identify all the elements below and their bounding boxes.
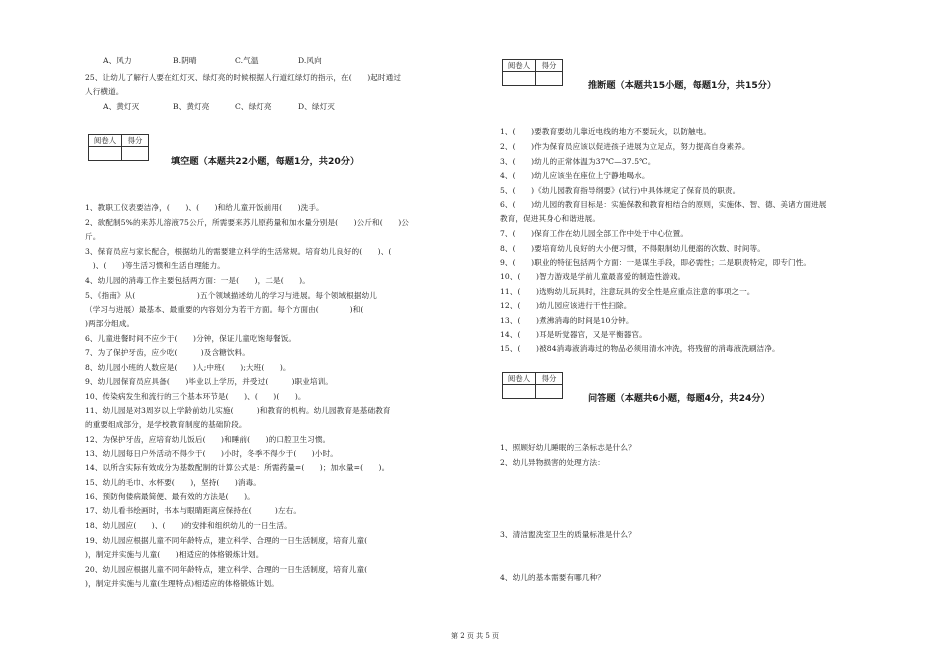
score-cell[interactable] <box>122 147 149 161</box>
q25-option-c: C、绿灯亮 <box>235 102 272 111</box>
fill-line: 2、欲配制5%的来苏儿溶液75公斤，所需要来苏儿原药量和加水量分别是( )公斤和( )公 <box>85 218 409 227</box>
fill-line: 16、预防佝偻病最简便、最有效的方法是( )。 <box>85 492 255 501</box>
fill-line: 12、为保护牙齿，应培育幼儿饭后( )和睡前( )的口腔卫生习惯。 <box>85 435 331 444</box>
page-number: 第 2 页 共 5 页 <box>450 632 500 640</box>
judge-line: 9、( )职业的特征包括两个方面：一是谋生手段，即必需性；二是职责特定，即专门性。 <box>500 258 812 267</box>
reviewer-label: 阅卷人 <box>89 135 122 147</box>
fill-line: 9、幼儿园保育员应具备( )毕业以上学历，并受过( )职业培训。 <box>85 377 333 386</box>
judge-line: 11、( )选购幼儿玩具时，注意玩具的安全性是应重点注意的事项之一。 <box>500 287 755 296</box>
judge-section-title: 推断题（本题共15小题，每题1分，共15分） <box>588 80 777 91</box>
fill-line: 4、幼儿园的消毒工作主要包括两方面：一是( )，二是( )。 <box>85 276 310 285</box>
fill-line: 18、幼儿园应( )、( )的安排和组织幼儿的一日生活。 <box>85 521 292 530</box>
reviewer-label: 阅卷人 <box>503 60 536 72</box>
qa-question: 1、照顾好幼儿睡眠的三条标志是什么？ <box>500 443 636 452</box>
fill-line: 斤。 <box>85 232 101 241</box>
q25-option-b: B、黄灯亮 <box>173 102 210 111</box>
score-label: 得分 <box>536 373 563 385</box>
fill-line: 15、幼儿的毛巾、水杯要( )，坚持( )消毒。 <box>85 478 261 487</box>
fill-section-title: 填空题（本题共22小题，每题1分，共20分） <box>171 156 360 167</box>
reviewer-cell[interactable] <box>89 147 122 161</box>
fill-line: 19、幼儿园应根据儿童不同年龄特点，建立科学、合理的一日生活制度，培育儿童( <box>85 536 368 545</box>
judge-line: 4、( )幼儿应该坐在座位上宁静地喝水。 <box>500 171 650 180</box>
judge-line: 14、( )耳是听觉器官，又是平衡器官。 <box>500 330 647 339</box>
judge-line: 10、( )智力游戏是学前儿童最喜爱的制造性游戏。 <box>500 272 686 281</box>
fill-line: 10、传染病发生和流行的三个基本环节是( )、( )( )。 <box>85 392 306 401</box>
fill-line: 13、幼儿园每日户外活动不得少于( )小时，冬季不得少于( )小时。 <box>85 449 338 458</box>
fill-line: 17、幼儿看书绘画时，书本与眼睛距离应保持在( )左右。 <box>85 506 302 515</box>
score-cell[interactable] <box>536 72 563 86</box>
judge-line: 7、( )保育工作在幼儿园全部工作中处于中心位置。 <box>500 229 689 238</box>
fill-score-box <box>88 134 149 161</box>
fill-line: 6、儿童进餐时间不应少于( )分钟，保证儿童吃饱每餐饭。 <box>85 334 297 343</box>
q25-line-1: 25、让幼儿了解行人要在红灯灭、绿灯亮的时候根据人行道红绿灯的指示，在( )起时通过 <box>85 73 402 82</box>
q24-option-c: C.气温 <box>235 56 259 65</box>
fill-line: 14、以所含实际有效成分为基数配制的计算公式是：所需药量=( )；加水量=( )。 <box>85 463 390 472</box>
judge-line: 13、( )煮沸消毒的时间是10分钟。 <box>500 316 634 325</box>
judge-line: 6、( )幼儿园的教育目标是：实施保教和教育相结合的原则，实施体、智、德、美诸方面进展 <box>500 200 827 209</box>
q25-line-2: 人行横道。 <box>85 87 124 96</box>
score-label: 得分 <box>536 60 563 72</box>
qa-question: 3、清洁盥洗室卫生的质量标准是什么？ <box>500 530 636 539</box>
reviewer-cell[interactable] <box>503 72 536 86</box>
fill-line: )两部分组成。 <box>85 319 135 328</box>
fill-line: 3、保育员应与家长配合，根据幼儿的需要建立科学的生活常规。培育幼儿良好的( )、( <box>85 247 392 256</box>
score-label: 得分 <box>122 135 149 147</box>
judge-line: 5、( )《幼儿园教育指导纲要》(试行)中具体规定了保育员的职责。 <box>500 186 741 195</box>
fill-line: 1、教职工仪表要洁净，( )、( )和给儿童开饭前用( )洗手。 <box>85 203 324 212</box>
judge-score-box <box>502 59 563 86</box>
judge-line: 教育，促进其身心和谐进展。 <box>500 214 601 223</box>
q24-options <box>103 55 322 67</box>
qa-question: 4、幼儿的基本需要有哪几种？ <box>500 573 605 582</box>
fill-line: 的重要组成部分，是学校教育制度的基础阶段。 <box>85 420 247 429</box>
judge-line: 1、( )要教育要幼儿靠近电线的地方不要玩火，以防触电。 <box>500 127 712 136</box>
score-cell[interactable] <box>536 385 563 399</box>
q25-options <box>103 101 335 113</box>
q24-option-d: D.风向 <box>298 56 322 65</box>
q25-option-a: A、黄灯灭 <box>103 102 140 111</box>
q25-option-d: D、绿灯灭 <box>298 102 335 111</box>
judge-line: 2、( )作为保育员应该以促进孩子进展为立足点，努力提高自身素养。 <box>500 142 750 151</box>
judge-line: 12、( )幼儿园应该进行干性扫除。 <box>500 301 632 310</box>
reviewer-label: 阅卷人 <box>503 373 536 385</box>
judge-line: 3、( )幼儿的正常体温为37℃—37.5℃。 <box>500 157 656 166</box>
reviewer-cell[interactable] <box>503 385 536 399</box>
qa-question: 2、幼儿异物损害的处理方法： <box>500 458 605 467</box>
fill-line: 20、幼儿园应根据儿童不同年龄特点，建立科学、合理的一日生活制度，培育儿童( <box>85 565 368 574</box>
fill-line: 5、《指南》从( )五个领域描述幼儿的学习与进展。每个领域根据幼儿 <box>85 291 377 300</box>
q24-option-b: B.阴晴 <box>173 56 197 65</box>
fill-line: 7、为了保护牙齿，应少吃( )及含糖饮料。 <box>85 348 250 357</box>
fill-line: （学习与进展）最基本、最重要的内容划分为若干方面。每个方面由( )和( <box>85 305 364 314</box>
fill-line: 11、幼儿园是对3周岁以上学龄前幼儿实施( )和教育的机构。幼儿园教育是基础教育 <box>85 406 391 415</box>
fill-line: 8、幼儿园小班的人数应是( )人;中班( );大班( )。 <box>85 363 291 372</box>
q24-option-a: A、风力 <box>103 56 132 65</box>
judge-line: 8、( )要培育幼儿良好的大小便习惯，不得限制幼儿便溺的次数、时间等。 <box>500 244 765 253</box>
judge-line: 15、( )被84消毒液消毒过的物品必须用清水冲洗，将残留的消毒液洗刷洁净。 <box>500 344 780 353</box>
fill-line: )，制定并实施与儿童( )相适应的体格锻炼计划。 <box>85 550 264 559</box>
fill-line: )，制定并实施与儿童(生理特点)相适应的体格锻炼计划。 <box>85 579 279 588</box>
fill-line: )、( )等生活习惯和生活自理能力。 <box>85 261 225 270</box>
qa-score-box <box>502 372 563 399</box>
qa-section-title: 问答题（本题共6小题，每题4分，共24分） <box>588 393 770 404</box>
